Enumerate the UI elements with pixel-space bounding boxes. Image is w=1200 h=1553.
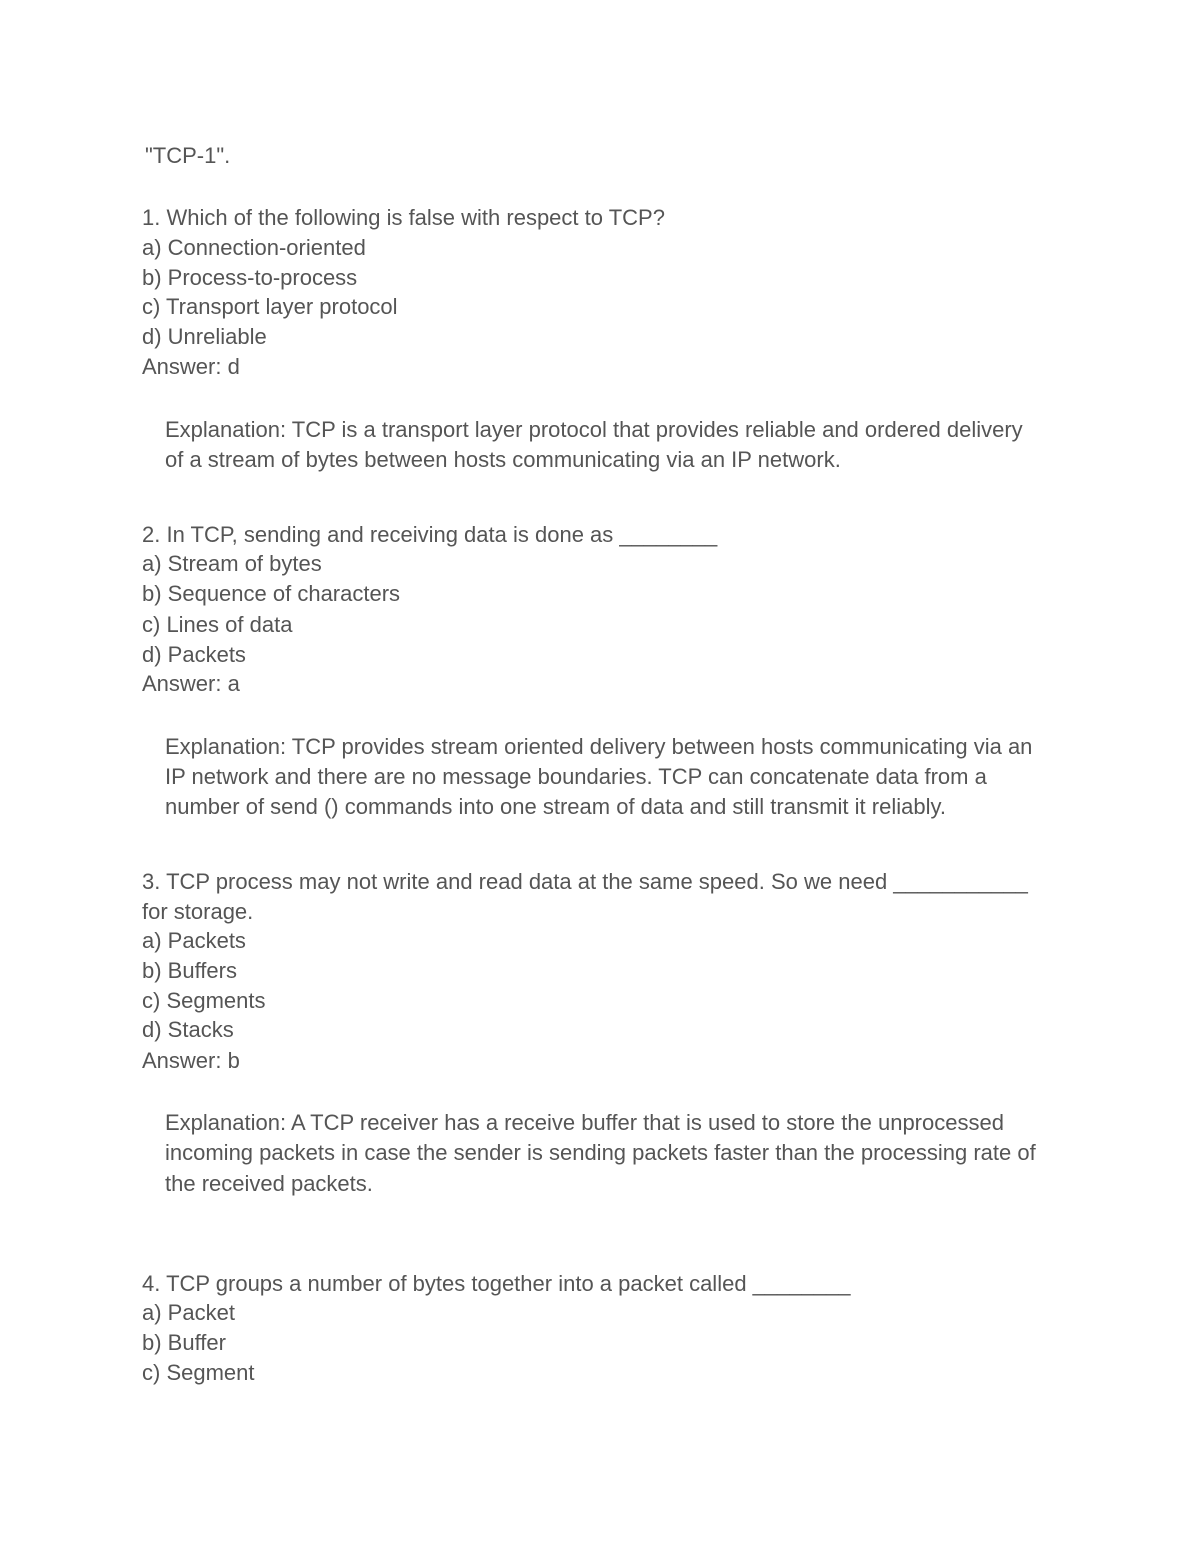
question-4-option-c: c) Segment <box>142 1360 255 1385</box>
question-3-option-c: c) Segments <box>142 988 266 1013</box>
question-3-option-b: b) Buffers <box>142 958 237 983</box>
question-3-answer: Answer: b <box>142 1048 240 1073</box>
question-1-answer: Answer: d <box>142 354 240 379</box>
question-3-text-line-2: for storage. <box>142 899 254 924</box>
question-3-option-d: d) Stacks <box>142 1017 234 1042</box>
question-2-option-b: b) Sequence of characters <box>142 581 401 606</box>
question-2-text: 2. In TCP, sending and receiving data is done as ________ <box>142 522 718 547</box>
question-1-explanation-line-2: of a stream of bytes between hosts communicating via an IP network. <box>165 447 841 472</box>
question-3-explanation-line-1: Explanation: A TCP receiver has a receive buffer that is used to store the unprocessed <box>165 1110 1004 1135</box>
question-3-explanation-line-2: incoming packets in case the sender is sending packets faster than the processing rate of <box>165 1140 1036 1165</box>
question-2-answer: Answer: a <box>142 671 240 696</box>
question-2-explanation-line-2: IP network and there are no message boundaries. TCP can concatenate data from a <box>165 764 987 789</box>
question-3-explanation-line-3: the received packets. <box>165 1171 373 1196</box>
question-1-text: 1. Which of the following is false with respect to TCP? <box>142 205 665 230</box>
document-title: "TCP-1". <box>145 143 231 168</box>
question-2-explanation-line-1: Explanation: TCP provides stream oriented delivery between hosts communicating via an <box>165 734 1033 759</box>
question-2-option-c: c) Lines of data <box>142 612 293 637</box>
question-4-text: 4. TCP groups a number of bytes together into a packet called ________ <box>142 1271 851 1296</box>
question-2-explanation-line-3: number of send () commands into one stream of data and still transmit it reliably. <box>165 794 946 819</box>
question-1-option-a: a) Connection-oriented <box>142 235 366 260</box>
question-3-option-a: a) Packets <box>142 928 246 953</box>
question-1-option-b: b) Process-to-process <box>142 265 358 290</box>
question-1-option-c: c) Transport layer protocol <box>142 294 398 319</box>
question-1-explanation-line-1: Explanation: TCP is a transport layer protocol that provides reliable and ordered delivery <box>165 417 1023 442</box>
question-4-option-b: b) Buffer <box>142 1330 226 1355</box>
question-1-option-d: d) Unreliable <box>142 324 267 349</box>
question-2-option-a: a) Stream of bytes <box>142 551 322 576</box>
question-4-option-a: a) Packet <box>142 1300 235 1325</box>
question-2-option-d: d) Packets <box>142 642 246 667</box>
question-3-text-line-1: 3. TCP process may not write and read data at the same speed. So we need ___________ <box>142 869 1028 894</box>
